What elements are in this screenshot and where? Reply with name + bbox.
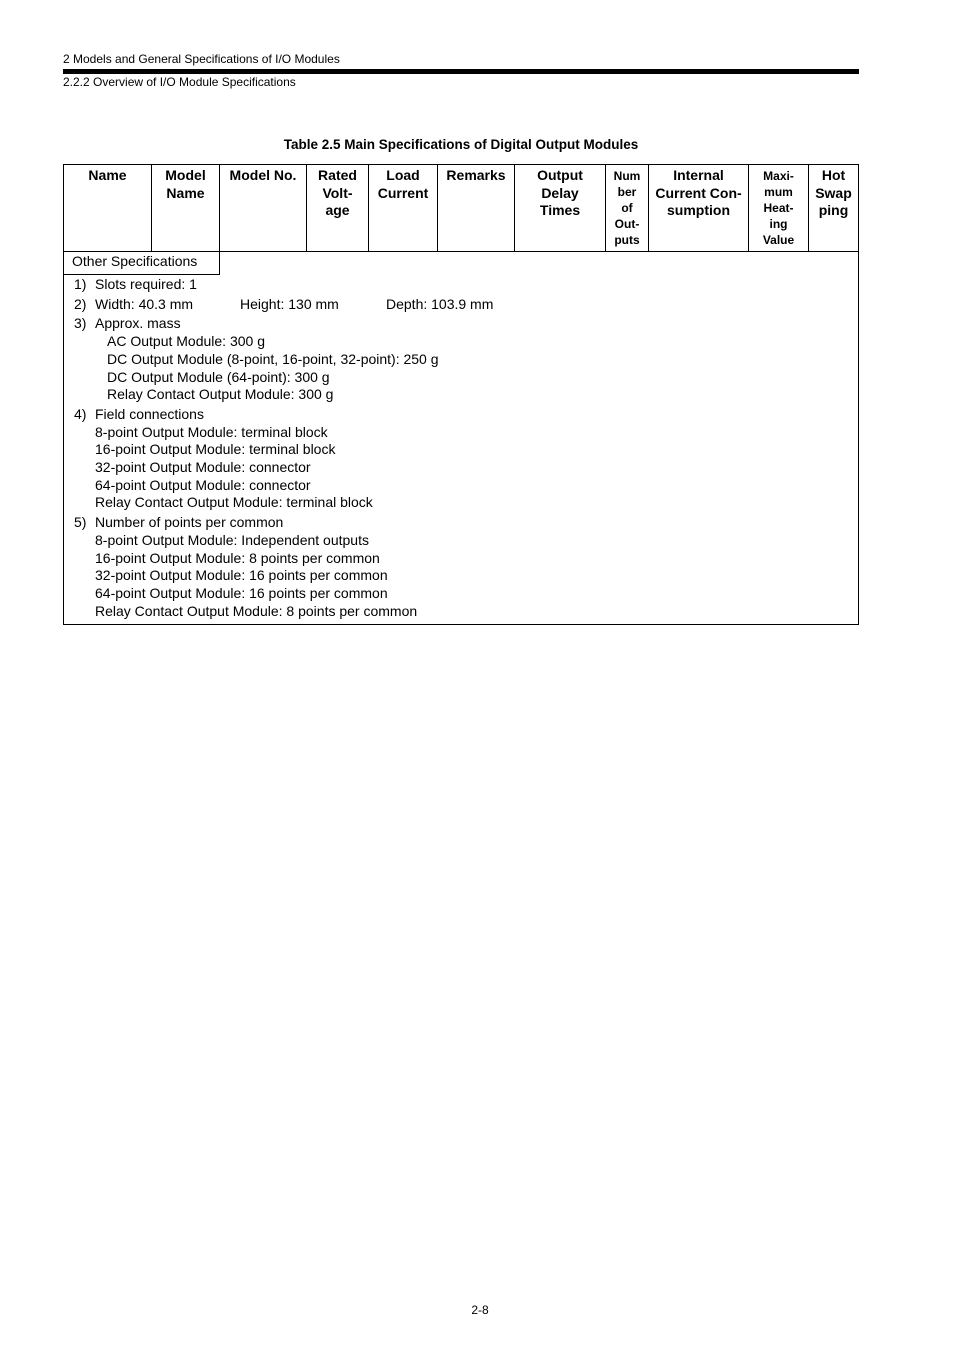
table-header-row	[64, 165, 858, 252]
spec-height: Height: 130 mm	[240, 295, 339, 312]
spec-line: DC Output Module (8-point, 16-point, 32-point): 250 g	[107, 350, 439, 367]
spec-line: 64-point Output Module: 16 points per common	[95, 584, 388, 601]
spec-line: 16-point Output Module: terminal block	[95, 441, 336, 458]
spec-line: 64-point Output Module: connector	[95, 476, 311, 493]
spec-item-field-connections: 4) Field connections 8-point Output Module: terminal block 16-point Output Module: terminal block 32-point Output Module: connector 64-point Output Module: connector Relay Contact Output Module: terminal block	[74, 406, 493, 512]
spec-line: 32-point Output Module: 16 points per common	[95, 567, 388, 584]
header-rule	[63, 69, 859, 74]
spec-line: 16-point Output Module: 8 points per common	[95, 549, 380, 566]
spec-line: DC Output Module (64-point): 300 g	[107, 368, 330, 385]
spec-item-dimensions: 2) Width: 40.3 mm Height: 130 mm Depth: 103.9 mm	[74, 295, 494, 312]
spec-width: Width: 40.3 mm	[95, 295, 194, 312]
col-header-internal-current: Internal Current Con- sumption	[649, 165, 749, 251]
col-header-model-name: Model Name	[152, 165, 220, 251]
spec-item-mass: 3) Approx. mass AC Output Module: 300 g DC Output Module (8-point, 16-point, 32-point): 250 g DC Output Module (64-point): 300 g Relay Contact Output Module: 300 g	[74, 315, 493, 404]
col-header-output-delay-times: Output Delay Times	[515, 165, 606, 251]
spec-line: Relay Contact Output Module: terminal block	[95, 494, 373, 511]
spec-line: Relay Contact Output Module: 8 points per common	[95, 602, 418, 619]
col-header-model-no: Model No.	[220, 165, 307, 251]
spec-line: 32-point Output Module: connector	[95, 459, 311, 476]
spec-line: 8-point Output Module: Independent outputs	[95, 531, 369, 548]
spec-line: AC Output Module: 300 g	[107, 333, 265, 350]
section-header: 2.2.2 Overview of I/O Module Specifications	[63, 75, 296, 89]
chapter-header: 2 Models and General Specifications of I/O Modules	[63, 52, 340, 66]
table-caption: Table 2.5 Main Specifications of Digital Output Modules	[283, 137, 639, 152]
spec-line: Relay Contact Output Module: 300 g	[107, 386, 334, 403]
col-header-number-of-outputs: Num ber of Out- puts	[606, 165, 649, 251]
spec-item-points-per-common: 5) Number of points per common 8-point Output Module: Independent outputs 16-point Output Module: 8 points per common 32-point Output Module: 16 points per common 64-point Output Module: 16 points per common Relay Contact Output Module: 8 points per common	[74, 514, 493, 620]
col-header-name: Name	[64, 165, 152, 251]
col-header-remarks: Remarks	[438, 165, 515, 251]
other-specifications-label: Other Specifications	[64, 251, 220, 275]
other-specifications-body	[74, 276, 493, 620]
col-header-max-heating-value: Maxi- mum Heat- ing Value	[749, 165, 809, 251]
col-header-rated-voltage: Rated Volt- age	[307, 165, 369, 251]
col-header-load-current: Load Current	[369, 165, 438, 251]
page-number: 2-8	[471, 1303, 489, 1317]
spec-table	[63, 164, 859, 625]
col-header-hot-swapping: Hot Swap ping	[815, 167, 852, 218]
spec-line: 8-point Output Module: terminal block	[95, 423, 328, 440]
spec-item-slots: 1) Slots required: 1	[74, 276, 197, 292]
spec-depth: Depth: 103.9 mm	[386, 295, 494, 312]
